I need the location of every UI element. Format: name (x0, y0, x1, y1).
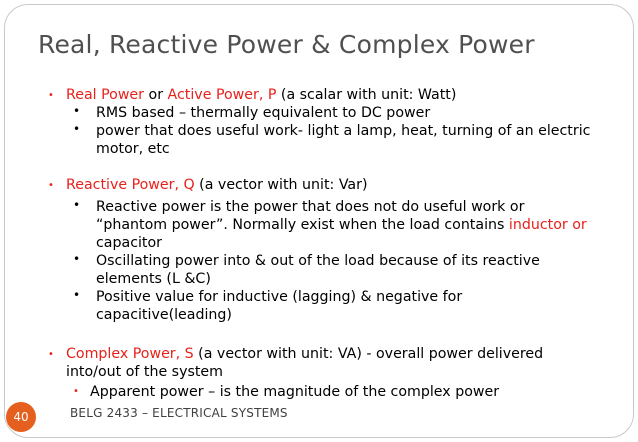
bullet-icon: • (73, 198, 81, 212)
reactive-power-point-2: Oscillating power into & out of the load because of its reactive (96, 253, 540, 269)
bullet-icon: • (73, 104, 81, 118)
complex-power-point-1: Apparent power – is the magnitude of the complex power (90, 384, 500, 400)
reactive-power-point-1-cont (96, 216, 587, 234)
real-power-term: Real Power (66, 87, 144, 103)
real-power-point-1: RMS based – thermally equivalent to DC power (96, 105, 431, 121)
complex-power-unit: (a vector with unit: VA) - overall power delivered (193, 346, 544, 362)
inductor-term: inductor or (508, 217, 587, 233)
bullet-icon: • (48, 90, 54, 101)
reactive-power-point-1: Reactive power is the power that does not do useful work or (96, 199, 525, 215)
reactive-power-point-3-cont: capacitive(leading) (96, 307, 232, 323)
real-power-heading (66, 86, 456, 104)
real-power-point-2-cont: motor, etc (96, 141, 170, 157)
bullet-icon: • (73, 252, 81, 266)
bullet-icon: • (48, 180, 54, 191)
bullet-icon: • (73, 288, 81, 302)
phantom-power-text: “phantom power”. Normally exist when the load contains (96, 217, 509, 233)
page-number-badge: 40 (6, 402, 36, 432)
reactive-power-term: Reactive Power, Q (66, 177, 195, 193)
reactive-power-heading (66, 176, 367, 194)
active-power-term: Active Power, P (167, 87, 277, 103)
bullet-icon: • (48, 349, 54, 360)
slide-title: Real, Reactive Power & Complex Power (38, 30, 535, 59)
heading-connector: or (144, 87, 168, 103)
complex-power-term: Complex Power, S (66, 346, 194, 362)
reactive-power-point-3: Positive value for inductive (lagging) & negative for (96, 289, 463, 305)
bullet-icon: • (73, 122, 81, 136)
real-power-point-2: power that does useful work- light a lamp, heat, turning of an electric (96, 123, 591, 139)
real-power-unit: (a scalar with unit: Watt) (276, 87, 457, 103)
complex-power-heading (66, 345, 543, 363)
bullet-icon: • (73, 386, 79, 397)
complex-power-heading-cont: into/out of the system (66, 364, 223, 380)
footer-course-title: BELG 2433 – ELECTRICAL SYSTEMS (70, 406, 288, 420)
capacitor-term: capacitor (96, 235, 163, 251)
reactive-power-unit: (a vector with unit: Var) (194, 177, 368, 193)
reactive-power-point-2-cont: elements (L &C) (96, 271, 211, 287)
